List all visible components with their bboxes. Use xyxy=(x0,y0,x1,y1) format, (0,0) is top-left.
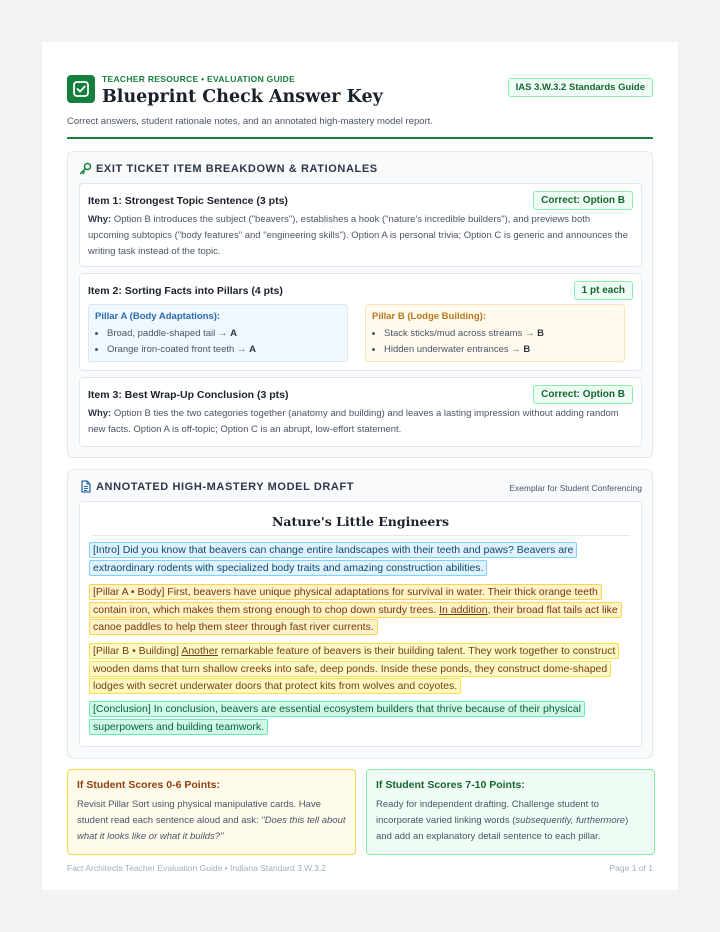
correct-answer-badge: Correct: Option B xyxy=(533,385,633,404)
linking-word: In addition xyxy=(439,603,488,616)
high-score-card xyxy=(366,769,655,855)
low-score-card xyxy=(67,769,356,855)
correct-answer-badge: Correct: Option B xyxy=(533,191,633,210)
key-icon xyxy=(79,162,92,175)
item-card xyxy=(79,273,642,371)
list-item: • Broad, paddle-shaped tail → A xyxy=(107,326,256,342)
model-draft-section xyxy=(67,469,653,759)
pillar-a-title: Pillar A (Body Adaptations): xyxy=(95,311,221,322)
intro-highlight: [Intro] Did you know that beavers can change entire landscapes with their teeth and paws? Beavers are extraordinary rodents with specialized body traits and amazing construction abilities. xyxy=(89,542,577,576)
list-item: • Hidden underwater entrances → B xyxy=(384,342,544,358)
why-label: Why: xyxy=(88,408,112,419)
section-title: ANNOTATED HIGH-MASTERY MODEL DRAFT xyxy=(96,481,355,493)
low-score-title: If Student Scores 0-6 Points: xyxy=(77,779,220,791)
item-breakdown-section xyxy=(67,151,653,458)
list-item: • Orange iron-coated front teeth → A xyxy=(107,342,256,358)
check-badge-icon xyxy=(67,75,95,103)
item-title: Item 1: Strongest Topic Sentence (3 pts) xyxy=(88,195,288,207)
linking-word: Another xyxy=(181,645,219,657)
page-subtitle: Correct answers, student rationale notes, and an annotated high-mastery model report. xyxy=(67,116,433,127)
item-rationale xyxy=(88,406,633,438)
section-meta: Exemplar for Student Conferencing xyxy=(509,483,642,493)
pillar-b-box xyxy=(365,304,625,362)
header-kicker: TEACHER RESOURCE • EVALUATION GUIDE xyxy=(102,74,296,84)
document-icon xyxy=(79,480,92,493)
answer-key-page xyxy=(42,42,678,890)
model-draft xyxy=(79,501,642,747)
points-badge: 1 pt each xyxy=(574,281,633,300)
pillar-b-paragraph xyxy=(89,643,633,696)
pillar-b-title: Pillar B (Lodge Building): xyxy=(372,311,486,322)
pillar-a-list xyxy=(95,326,256,358)
draft-title: Nature's Little Engineers xyxy=(271,514,449,529)
why-label: Why: xyxy=(88,214,112,225)
item-title: Item 2: Sorting Facts into Pillars (4 pts) xyxy=(88,285,283,297)
draft-divider xyxy=(91,535,630,536)
conclusion-paragraph xyxy=(89,701,633,736)
high-score-title: If Student Scores 7-10 Points: xyxy=(376,779,525,791)
footer-credit: Fact Architects Teacher Evaluation Guide • Indiana Standard 3.W.3.2 xyxy=(67,863,326,873)
pillar-b-highlight: [Pillar B • Building] Another remarkable feature of beavers is their building talent. They work together to construct wooden dams that turn shallow creeks into safe, deep ponds. Inside these ponds, they construct dome-shaped lodges with secret underwater doors that protect kits from wolves and coyotes. xyxy=(89,643,619,694)
item-rationale xyxy=(88,212,633,260)
pillar-a-box xyxy=(88,304,348,362)
pillar-b-list xyxy=(372,326,544,358)
pillar-a-paragraph xyxy=(89,584,633,637)
page-title: Blueprint Check Answer Key xyxy=(102,87,383,107)
rationale-text: Option B ties the two categories together (anatomy and building) and leaves a lasting impression without adding random new facts. Option A is off-topic; Option C is an abrupt, low-effort statement. xyxy=(88,408,619,435)
conclusion-highlight: [Conclusion] In conclusion, beavers are essential ecosystem builders that thrive because of their physical superpowers and building teamwork. xyxy=(89,701,585,735)
high-score-text: Ready for independent drafting. Challenge student to incorporate varied linking words (subsequently, furthermore) and add an explanatory detail sentence to each pillar. xyxy=(376,799,629,842)
header-divider xyxy=(67,137,653,139)
list-item: • Stack sticks/mud across streams → B xyxy=(384,326,544,342)
section-title: EXIT TICKET ITEM BREAKDOWN & RATIONALES xyxy=(96,163,378,175)
low-score-text: Revisit Pillar Sort using physical manipulative cards. Have student read each sentence aloud and ask: "Does this tell about what it looks like or what it builds?" xyxy=(77,799,346,842)
rationale-text: Option B introduces the subject ("beavers"), establishes a hook ("nature's incredible builders"), and previews both upcoming subtopics ("body features" and "engineering skills"). Option A is personal trivia; Option C is generic and announces the writing task instead of the topic. xyxy=(88,214,628,257)
item-card xyxy=(79,377,642,447)
item-title: Item 3: Best Wrap-Up Conclusion (3 pts) xyxy=(88,389,289,401)
item-card xyxy=(79,183,642,267)
page-number: Page 1 of 1 xyxy=(609,863,653,873)
standards-badge: IAS 3.W.3.2 Standards Guide xyxy=(508,78,653,97)
intro-paragraph xyxy=(89,542,633,577)
pillar-a-highlight: [Pillar A • Body] First, beavers have unique physical adaptations for survival in water. Their thick orange teeth contain iron, which makes them strong enough to chop down sturdy trees. In addition, their broad flat tails act like canoe paddles to help them steer through fast river currents. xyxy=(89,584,622,635)
